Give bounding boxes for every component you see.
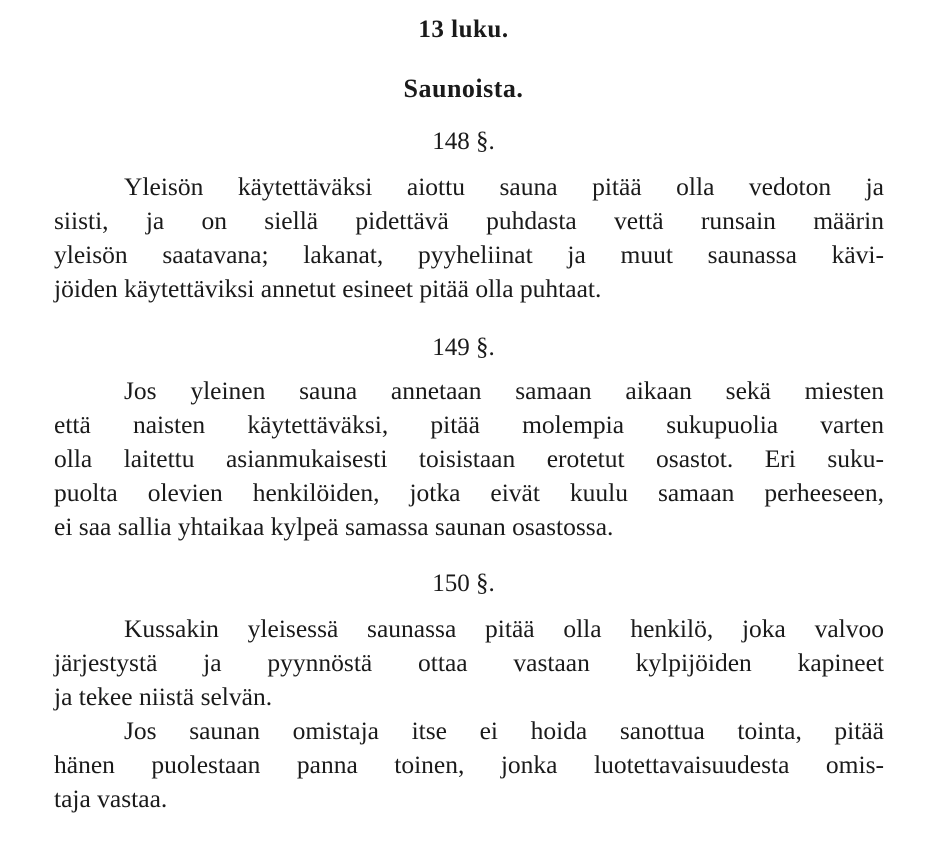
paragraph-line: Yleisön käytettäväksi aiottu sauna pitää olla vedoton ja [124, 172, 884, 201]
paragraph-line: taja vastaa. [54, 784, 168, 813]
paragraph-line: yleisön saatavana; lakanat, pyyheliinat ja muut saunassa kävi- [54, 240, 884, 269]
chapter-title: Saunoista. [403, 74, 524, 103]
chapter-number: 13 luku. [418, 16, 509, 43]
paragraph-line: siisti, ja on siellä pidettävä puhdasta vettä runsain määrin [54, 206, 884, 235]
paragraph-line: ja tekee niistä selvän. [54, 682, 273, 711]
paragraph-line: olla laitettu asianmukaisesti toisistaan erotetut osastot. Eri suku- [54, 444, 884, 473]
paragraph-line: Jos saunan omistaja itse ei hoida sanottua tointa, pitää [124, 716, 884, 745]
section-number-148: 148 §. [432, 128, 495, 155]
section-148-paragraph [54, 170, 884, 306]
paragraph-line: jöiden käytettäviksi annetut esineet pitää olla puhtaat. [54, 274, 602, 303]
paragraph-line: Kussakin yleisessä saunassa pitää olla henkilö, joka valvoo [124, 614, 884, 643]
paragraph-line: ei saa sallia yhtaikaa kylpeä samassa saunan osastossa. [54, 512, 614, 541]
paragraph-line: järjestystä ja pyynnöstä ottaa vastaan kylpijöiden kapineet [54, 648, 884, 677]
section-149-paragraph [54, 374, 884, 544]
section-150-paragraph-2 [54, 714, 884, 816]
section-number-149: 149 §. [432, 334, 495, 361]
paragraph-line: hänen puolestaan panna toinen, jonka luotettavaisuudesta omis- [54, 750, 884, 779]
paragraph-line: Jos yleinen sauna annetaan samaan aikaan sekä miesten [124, 376, 884, 405]
section-number-150: 150 §. [432, 570, 495, 597]
section-150-paragraph-1 [54, 612, 884, 714]
paragraph-line: että naisten käytettäväksi, pitää molempia sukupuolia varten [54, 410, 884, 439]
paragraph-line: puolta olevien henkilöiden, jotka eivät kuulu samaan perheeseen, [54, 478, 884, 507]
